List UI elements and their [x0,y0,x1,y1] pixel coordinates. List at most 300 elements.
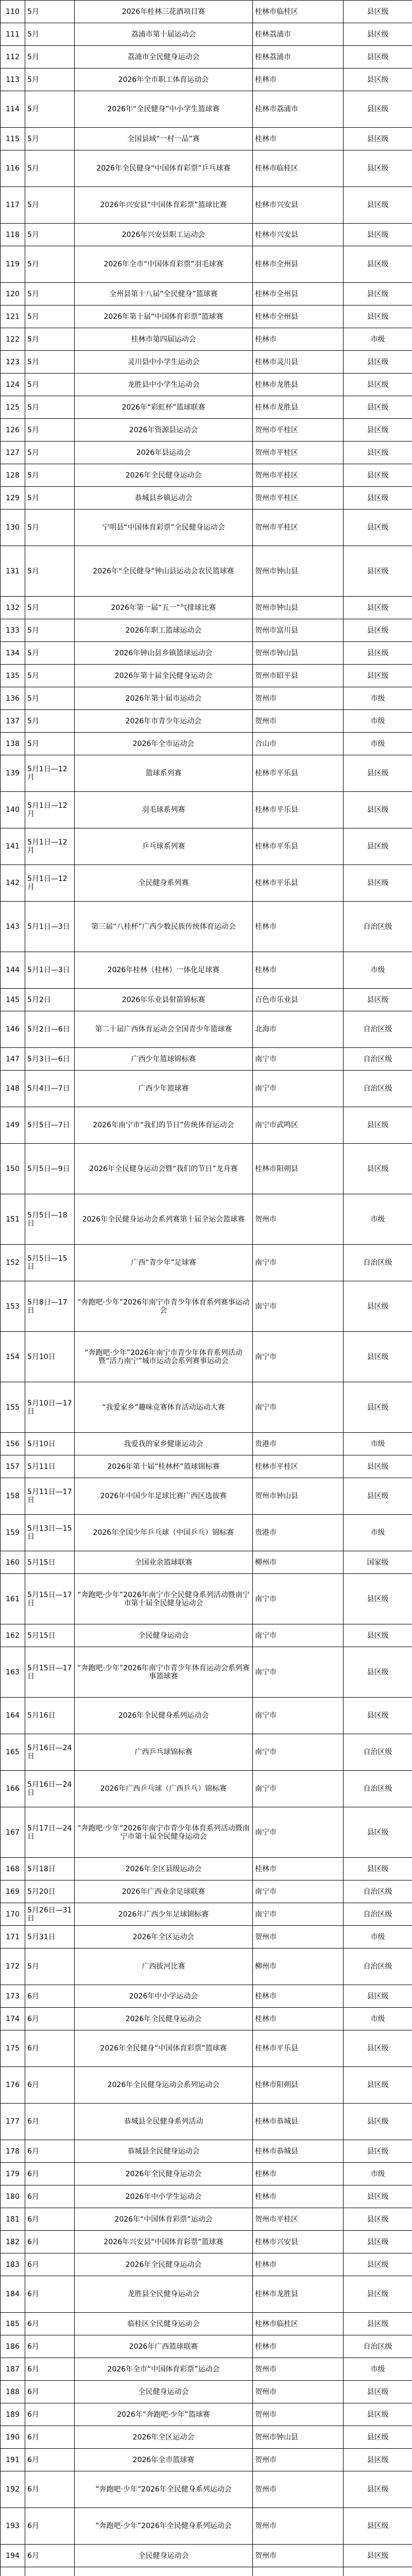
row-number: 172 [1,1948,25,1985]
row-location: 贺州市 [253,710,344,733]
row-location: 南宁市 [253,1647,344,1698]
row-event-name: “奔跑吧·少年”2026年南宁市青少年体育运动会系列赛事篮球赛 [75,1647,253,1698]
row-event-name: 2026年广西少年足球锦标赛 [75,1903,253,1926]
table-row [1,128,412,150]
row-location: 贺州市钟山县 [253,546,344,597]
row-number: 116 [1,150,25,187]
row-level: 县区级 [344,2067,412,2104]
row-number: 193 [1,2508,25,2545]
row-date: 5月10日—17日 [25,1382,75,1433]
table-row [1,2008,412,2030]
row-date: 5月 [25,710,75,733]
row-event-name: 2026年全民健身运动会系列赛第十届全运会篮球赛 [75,1194,253,1245]
row-number: 154 [1,1332,25,1382]
row-number: 139 [1,755,25,792]
row-location: 贺州市 [253,2449,344,2471]
row-level: 市级 [344,1194,412,1245]
row-location: 南宁市 [253,1332,344,1382]
row-number: 184 [1,2276,25,2313]
table-row [1,442,412,464]
row-location: 桂林市临桂区 [253,2313,344,2335]
row-date: 5月 [25,374,75,396]
row-number: 143 [1,902,25,952]
row-location: 贺州市 [253,1194,344,1245]
table-row [1,1647,412,1698]
row-event-name: 2026年兴安县职工运动会 [75,224,253,246]
row-event-name: 2026年全市“中国体育彩票”运动会 [75,2358,253,2381]
table-row [1,1515,412,1551]
row-level: 县区级 [344,665,412,687]
row-number: 146 [1,1011,25,1048]
row-level: 市级 [344,687,412,710]
table-row [1,2231,412,2253]
row-location: 南宁市 [253,1245,344,1281]
row-event-name: 2026年第十届“中国体育彩票”篮球赛 [75,306,253,328]
row-date: 5月15日—17日 [25,1647,75,1698]
table-row [1,1734,412,1771]
row-level: 县区级 [344,2545,412,2567]
row-level: 县区级 [344,69,412,91]
row-level [344,2567,412,2576]
row-event-name: 2026年县运动会 [75,442,253,464]
row-date: 5月2日—6日 [25,1011,75,1048]
table-row [1,710,412,733]
row-location: 南宁市武鸣区 [253,1107,344,1144]
row-location: 贺州市 [253,1926,344,1948]
row-number: 140 [1,792,25,828]
row-event-name: 2026年全民健身系列运动会 [75,1698,253,1734]
table-row [1,396,412,419]
row-location: 桂林市 [253,952,344,989]
row-date: 6月 [25,2067,75,2104]
row-event-name: 2026年全区运动会 [75,2426,253,2449]
table-row [1,328,412,351]
row-event-name: 临桂区全民健身运动会 [75,2313,253,2335]
row-date: 6月 [25,2104,75,2140]
row-date: 5月18日 [25,1858,75,1880]
row-number: 145 [1,989,25,1011]
row-event-name: “奔跑吧·少年”2026年南宁市青少年体育系列活动暨南宁市第十届全民健身运动会 [75,1807,253,1858]
row-level: 自治区级 [344,1880,412,1903]
row-date: 5月31日 [25,1926,75,1948]
row-date: 6月 [25,2381,75,2403]
row-location: 贺州市富川县 [253,619,344,642]
row-location: 贺州市 [253,2358,344,2381]
row-location: 贺州市平桂区 [253,442,344,464]
row-number: 194 [1,2545,25,2567]
table-row [1,2163,412,2185]
row-event-name: 2026年广西乒乓球（广西乒乓）锦标赛 [75,1771,253,1807]
row-number: 186 [1,2335,25,2358]
row-event-name: 2026年中小学生运动会 [75,2185,253,2208]
row-location: 百色市乐业县 [253,989,344,1011]
table-row [1,2276,412,2313]
row-location: 贺州市钟山县 [253,597,344,619]
row-date: 6月 [25,2471,75,2508]
row-date: 5月8日—17日 [25,1281,75,1332]
row-date: 5月10日 [25,1433,75,1455]
row-number: 147 [1,1048,25,1071]
row-date: 6月 [25,2030,75,2067]
row-level: 国家级 [344,1551,412,1574]
row-level: 县区级 [344,306,412,328]
row-number: 180 [1,2185,25,2208]
row-event-name: 篮球系列赛 [75,755,253,792]
row-number: 122 [1,328,25,351]
row-number: 158 [1,1478,25,1515]
row-location: 桂林市 [253,69,344,91]
row-event-name: 羽毛球系列赛 [75,792,253,828]
row-date: 6月 [25,2008,75,2030]
row-event-name: 2026年全民健身运动会 [75,2008,253,2030]
table-row [1,2253,412,2276]
row-event-name: 全民健身运动会 [75,2545,253,2567]
row-location: 桂林市平乐县 [253,755,344,792]
table-row [1,1858,412,1880]
row-location: 贺州市平桂区 [253,487,344,510]
row-event-name: 2026年全民健身“中国体育彩票”乒乓球赛 [75,150,253,187]
row-number: 153 [1,1281,25,1332]
row-date: 5月 [25,69,75,91]
table-row [1,1478,412,1515]
row-number: 138 [1,733,25,755]
row-event-name: 2026年全区运动会 [75,1926,253,1948]
table-row [1,510,412,546]
row-location: 合山市 [253,733,344,755]
table-row [1,2067,412,2104]
row-level: 县区级 [344,351,412,374]
row-date: 5月1日—12月 [25,865,75,902]
row-level: 县区级 [344,1807,412,1858]
row-level: 县区级 [344,2381,412,2403]
row-event-name: 恭城县全民健身系列活动 [75,2104,253,2140]
table-row [1,1551,412,1574]
row-level: 市级 [344,952,412,989]
table-row [1,351,412,374]
row-number: 183 [1,2253,25,2276]
table-row [1,487,412,510]
row-number: 170 [1,1903,25,1926]
row-location: 南宁市 [253,1698,344,1734]
row-event-name: 2026年“奔跑吧·少年”篮球赛 [75,2403,253,2426]
table-row [1,1332,412,1382]
row-event-name: 2026年全民健身运动会 [75,464,253,487]
row-date: 5月 [25,351,75,374]
row-date: 5月16日 [25,1698,75,1734]
row-location: 南宁市 [253,1807,344,1858]
row-location: 桂林市全州县 [253,246,344,283]
table-row [1,69,412,91]
table-row [1,546,412,597]
row-location: 桂林市 [253,2335,344,2358]
row-level: 县区级 [344,2313,412,2335]
row-location: 桂林市 [253,2185,344,2208]
row-number: 192 [1,2471,25,2508]
row-number: 173 [1,1985,25,2008]
row-date: 5月 [25,150,75,187]
row-event-name: 广西“青少年”足球赛 [75,1245,253,1281]
table-row [1,1144,412,1194]
table-row [1,46,412,69]
table-row [1,2104,412,2140]
row-location: 桂林市龙胜县 [253,396,344,419]
row-event-name: 桂林市第四届运动会 [75,328,253,351]
row-date: 6月 [25,2545,75,2567]
row-number: 141 [1,828,25,865]
row-event-name [75,2567,253,2576]
row-date: 5月 [25,396,75,419]
row-date: 5月1日—3日 [25,952,75,989]
row-location: 桂林市平乐县 [253,865,344,902]
row-date: 5月 [25,91,75,128]
row-event-name: 灵川县中小学生运动会 [75,351,253,374]
row-date: 5月 [25,597,75,619]
row-number: 113 [1,69,25,91]
row-location: 桂林市临桂区 [253,150,344,187]
row-location: 桂林市 [253,328,344,351]
row-event-name: 2026年兴安县“中国体育彩票”篮球赛 [75,2231,253,2253]
row-location: 桂林市荔浦市 [253,91,344,128]
row-level: 县区级 [344,150,412,187]
table-row [1,989,412,1011]
row-event-name: 广西少年篮球赛 [75,1071,253,1107]
row-level: 县区级 [344,442,412,464]
row-level: 县区级 [344,989,412,1011]
row-level: 县区级 [344,1574,412,1624]
row-date: 5月 [25,306,75,328]
row-event-name: 广西乒乓球锦标赛 [75,1734,253,1771]
row-event-name: 2026年“全民健身”中小学生篮球赛 [75,91,253,128]
row-level: 县区级 [344,1698,412,1734]
row-event-name: 第二十届广西体育运动会全国青少年篮球赛 [75,1011,253,1048]
row-number: 129 [1,487,25,510]
row-number: 110 [1,1,25,23]
row-location: 南宁市 [253,1624,344,1647]
row-location: 南宁市 [253,1071,344,1107]
row-level: 县区级 [344,546,412,597]
row-number: 126 [1,419,25,442]
row-date: 5月5日—18日 [25,1194,75,1245]
row-location: 贺州市钟山县 [253,642,344,665]
row-number: 150 [1,1144,25,1194]
table-row [1,2313,412,2335]
table-row [1,687,412,710]
table-row [1,1771,412,1807]
row-number: 124 [1,374,25,396]
row-location: 桂林市 [253,902,344,952]
row-event-name: 全民健身运动会 [75,2381,253,2403]
row-event-name: “奔跑吧·少年”2026年南宁市青少年体育系列活动暨“活力南宁”城市运动会系列赛事运动会 [75,1332,253,1382]
row-number: 185 [1,2313,25,2335]
row-location: 南宁市 [253,1048,344,1071]
row-event-name: “奔跑吧·少年”2026年南宁市全民健身系列活动暨南宁市第十届全民健身运动会 [75,1574,253,1624]
table-row [1,2185,412,2208]
row-level: 县区级 [344,1281,412,1332]
row-date: 6月 [25,2426,75,2449]
row-event-name: 恭城县乡镇运动会 [75,487,253,510]
table-row [1,464,412,487]
table-row [1,1455,412,1478]
row-event-name: 2026年全民健身运动会系列运动会 [75,2067,253,2104]
row-level: 县区级 [344,865,412,902]
row-level: 自治区级 [344,902,412,952]
row-number: 156 [1,1433,25,1455]
table-row [1,1903,412,1926]
row-event-name: 2026年市青少年运动会 [75,710,253,733]
row-event-name: 2026年全市运动会 [75,733,253,755]
row-date: 5月20日 [25,1880,75,1903]
row-number [1,2567,25,2576]
table-row [1,224,412,246]
row-number: 136 [1,687,25,710]
row-location: 桂林荔浦市 [253,23,344,46]
row-level: 县区级 [344,246,412,283]
row-number: 175 [1,2030,25,2067]
row-level: 县区级 [344,1107,412,1144]
row-level: 县区级 [344,283,412,306]
row-level: 县区级 [344,487,412,510]
row-location: 桂林市兴安县 [253,224,344,246]
row-number: 135 [1,665,25,687]
row-date: 6月 [25,2313,75,2335]
row-event-name: 全州县第十八届“全民健身”篮球赛 [75,283,253,306]
row-event-name: 2026年“全民健身”钟山县运动会农民篮球赛 [75,546,253,597]
row-date [25,2567,75,2576]
row-location: 桂林市全州县 [253,283,344,306]
row-level: 县区级 [344,91,412,128]
row-level: 县区级 [344,510,412,546]
row-level: 自治区级 [344,1948,412,1985]
row-number: 131 [1,546,25,597]
row-number: 160 [1,1551,25,1574]
row-date: 6月 [25,2358,75,2381]
row-number: 112 [1,46,25,69]
row-event-name: 2026年乐业县射箭锦标赛 [75,989,253,1011]
row-location: 桂林市龙胜县 [253,374,344,396]
row-date: 5月5日—7日 [25,1107,75,1144]
row-event-name: 广西少年篮球锦标赛 [75,1048,253,1071]
table-row [1,619,412,642]
row-event-name: 宁明县“中国体育彩票”全民健身运动会 [75,510,253,546]
row-date: 6月 [25,2449,75,2471]
row-location: 桂林市兴安县 [253,187,344,224]
row-level: 自治区级 [344,1011,412,1048]
row-level: 县区级 [344,1382,412,1433]
row-date: 5月 [25,464,75,487]
row-event-name: 2026年中小学运动会 [75,1985,253,2008]
row-number: 134 [1,642,25,665]
row-number: 125 [1,396,25,419]
row-date: 5月3日—6日 [25,1048,75,1071]
row-number: 187 [1,2358,25,2381]
row-location: 贺州市 [253,2545,344,2567]
row-date: 5月11日—17日 [25,1478,75,1515]
row-event-name: 全民健身运动会 [75,1624,253,1647]
row-level: 县区级 [344,1647,412,1698]
table-row [1,2403,412,2426]
row-event-name: 2026年广西篮球联赛 [75,2335,253,2358]
table-row [1,187,412,224]
table-row [1,642,412,665]
row-level: 自治区级 [344,1771,412,1807]
row-location: 贺州市 [253,2471,344,2508]
row-location: 贺州市平桂区 [253,419,344,442]
row-location: 南宁市 [253,1903,344,1926]
row-level: 自治区级 [344,1245,412,1281]
row-event-name: 2026年全民健身运动会 [75,2163,253,2185]
row-number: 157 [1,1455,25,1478]
row-event-name: 2026年桂林（桂林）一体化足球赛 [75,952,253,989]
row-date: 5月 [25,46,75,69]
table-row [1,1698,412,1734]
row-date: 5月2日 [25,989,75,1011]
row-number: 127 [1,442,25,464]
row-number: 132 [1,597,25,619]
row-location: 桂林市 [253,1858,344,1880]
row-date: 6月 [25,2163,75,2185]
row-date: 5月 [25,487,75,510]
table-row [1,374,412,396]
row-date: 5月 [25,328,75,351]
row-number: 178 [1,2140,25,2163]
table-row [1,419,412,442]
row-number: 114 [1,91,25,128]
row-number: 121 [1,306,25,328]
row-level: 县区级 [344,828,412,865]
row-level: 自治区级 [344,1071,412,1107]
row-number: 128 [1,464,25,487]
row-event-name: 2026年资源县运动会 [75,419,253,442]
row-date: 5月 [25,1,75,23]
row-location: 北海市 [253,1011,344,1048]
row-level: 县区级 [344,755,412,792]
row-event-name: 2026年第十届市运动会 [75,687,253,710]
row-location: 柳州市 [253,1948,344,1985]
row-event-name: 乒乓球系列赛 [75,828,253,865]
row-event-name: 2026年全区县级运动会 [75,1858,253,1880]
row-date: 5月 [25,283,75,306]
row-number: 144 [1,952,25,989]
row-level: 市级 [344,2163,412,2185]
table-row [1,1807,412,1858]
row-level: 县区级 [344,2231,412,2253]
row-number: 152 [1,1245,25,1281]
row-number: 137 [1,710,25,733]
row-level: 县区级 [344,2508,412,2545]
row-level: 县区级 [344,2403,412,2426]
row-date: 6月 [25,2508,75,2545]
row-date: 5月 [25,665,75,687]
row-number: 174 [1,2008,25,2030]
table-row [1,755,412,792]
row-level: 市级 [344,1433,412,1455]
row-level: 县区级 [344,792,412,828]
events-table-body [1,1,412,2576]
row-level: 县区级 [344,1455,412,1478]
row-number: 169 [1,1880,25,1903]
row-date: 5月 [25,619,75,642]
row-event-name: 2026年第一届“五一”气排球比赛 [75,597,253,619]
table-row [1,306,412,328]
row-number: 190 [1,2426,25,2449]
row-level: 县区级 [344,1478,412,1515]
row-event-name: 2026年全市篮球赛 [75,2449,253,2471]
row-level: 县区级 [344,224,412,246]
row-level: 县区级 [344,46,412,69]
row-level: 县区级 [344,597,412,619]
row-date: 6月 [25,2140,75,2163]
row-location: 贺州市钟山县 [253,2426,344,2449]
